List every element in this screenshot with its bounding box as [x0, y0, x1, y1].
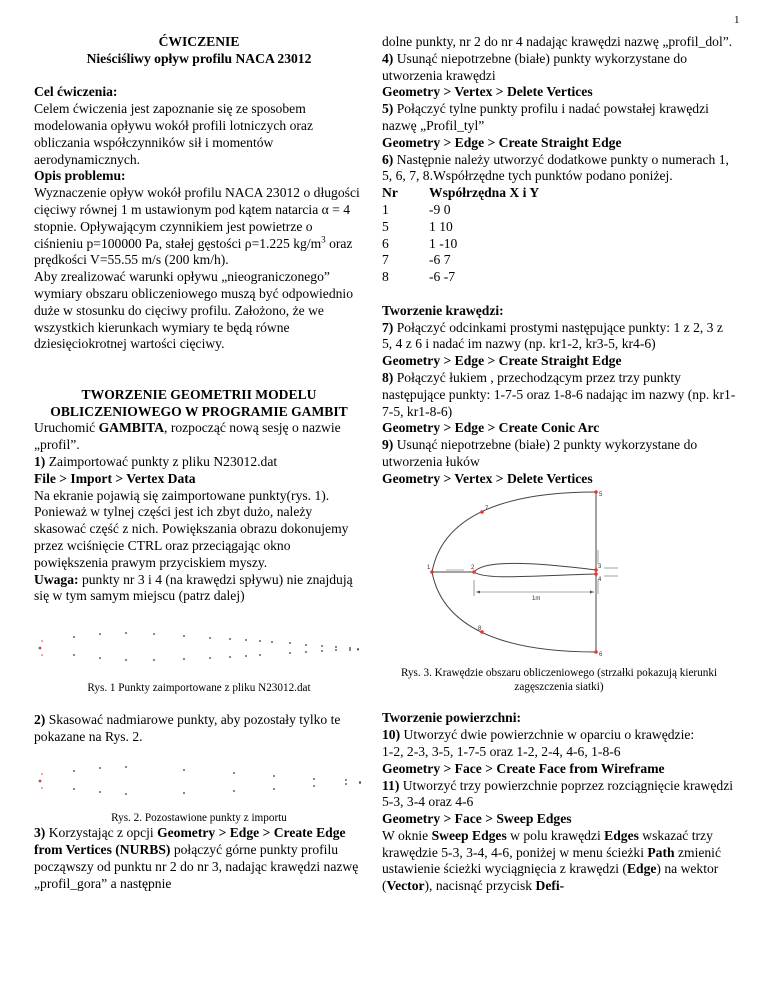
step-1: 1) Zaimportować punkty z pliku N23012.dat: [34, 453, 278, 469]
note: Uwaga: punkty nr 3 i 4 (na krawędzi spływu) nie znajdują się w tym samym miejscu (patrz dalej): [34, 571, 353, 604]
step-11-text: W oknie Sweep Edges w polu krawędzi Edges wskazać trzy krawędzie 5-3, 3-4, 4-6, poniżej w menu ścieżki Path zmienić ustawienie ścieżki wyciągnięcia z krawędzi (Edge) na wektor (Vector), nacisnąć przycisk Defi-: [382, 827, 721, 894]
goal-text: Celem ćwiczenia jest zapoznanie się ze sposobem modelowania opływu wokół profili lotniczych oraz obliczania współczynników sił i momentów aerodynamicznych.: [34, 101, 313, 167]
left-column: [34, 34, 364, 893]
menu-path-delete-vertices: Geometry > Vertex > Delete Vertices: [382, 84, 593, 100]
coordinates-table: [382, 185, 539, 286]
figure-3-label-4: 4: [598, 576, 602, 583]
menu-path-conic-arc: Geometry > Edge > Create Conic Arc: [382, 420, 600, 436]
table-row: 5 1 10: [382, 218, 453, 234]
figure-1-caption: Rys. 1 Punkty zaimportowane z pliku N23012.dat: [87, 682, 311, 695]
intro-text: Uruchomić GAMBITA, rozpocząć nową sesję o nazwie „profil”.: [34, 420, 341, 453]
figure-3-label-5: 5: [599, 491, 603, 498]
table-header: Nr Współrzędna X i Y: [382, 185, 540, 201]
goal-heading: Cel ćwiczenia:: [34, 84, 118, 100]
step-4: 4) Usunąć niepotrzebne (białe) punkty wykorzystane do utworzenia krawędzi: [382, 50, 688, 83]
right-column: [382, 34, 736, 895]
figure-1-points: [34, 627, 364, 667]
page-number: 1: [734, 14, 740, 26]
problem-text-2: Aby zrealizować warunki opływu „nieograniczonego” wymiary obszaru obliczeniowego muszą być odpowiednio duże w stosunku do cięciwy profilu. Założono, że we wszystkich kierunkach wymiary te będą równe dziesięciokrotnej wartości cięciwy.: [34, 269, 353, 352]
menu-path-face-wireframe: Geometry > Face > Create Face from Wireframe: [382, 760, 665, 776]
step-8: 8) Połączyć łukiem , przechodzącym przez trzy punkty następujące punkty: 1-7-5 oraz 1-8-6 nadając im nazwy (np. kr1-7-5, kr1-8-6): [382, 369, 736, 419]
figure-3-label-2: 2: [471, 564, 475, 571]
exercise-label: ĆWICZENIE: [158, 34, 240, 49]
menu-path-straight-edge-2: Geometry > Edge > Create Straight Edge: [382, 353, 622, 369]
table-row: 8 -6 -7: [382, 269, 456, 285]
step-2: 2) Skasować nadmiarowe punkty, aby pozostały tylko te pokazane na Rys. 2.: [34, 711, 341, 744]
step-10: 10) Utworzyć dwie powierzchnie w oparciu o krawędzie:: [382, 727, 695, 743]
problem-heading: Opis problemu:: [34, 168, 126, 184]
step-10-edges: 1-2, 2-3, 3-5, 1-7-5 oraz 1-2, 2-4, 4-6, 1-8-6: [382, 743, 621, 759]
step-11-edges: 5-3, 3-4 oraz 4-6: [382, 794, 474, 810]
document-title: Nieściśliwy opływ profilu NACA 23012: [86, 50, 312, 66]
step-1-text: Na ekranie pojawią się zaimportowane punkty(rys. 1). Ponieważ w tylnej części jest ich zbyt dużo, należy skasować część z nich. Powiększania obrazu dokonujemy przez wciśnięcie CTRL oraz przeciągając okno powiększenia prawym przyciskiem myszy.: [34, 487, 349, 570]
figure-2-caption: Rys. 2. Pozostawione punkty z importu: [111, 812, 287, 825]
figure-3-domain: [426, 490, 736, 658]
figure-3-label-3: 3: [598, 563, 602, 570]
figure-3-label-8: 8: [478, 625, 482, 632]
step-6: 6) Następnie należy utworzyć dodatkowe punkty o numerach 1, 5, 6, 7, 8.Współrzędne tych punktów podano poniżej.: [382, 151, 729, 184]
faces-heading: Tworzenie powierzchni:: [382, 710, 522, 726]
figure-3-label-6: 6: [599, 651, 603, 658]
step-5: 5) Połączyć tylne punkty profilu i nadać powstałej krawędzi nazwę „Profil_tyl”: [382, 101, 709, 133]
figure-2-points: [34, 761, 364, 801]
step-9: 9) Usunąć niepotrzebne (białe) 2 punkty wykorzystane do utworzenia łuków: [382, 437, 698, 469]
figure-3-label-7: 7: [485, 505, 489, 512]
step-11: 11) Utworzyć trzy powierzchnie poprzez rozciągnięcie krawędzi: [382, 777, 733, 793]
edges-heading: Tworzenie krawędzi:: [382, 302, 504, 318]
figure-3-dim-label: 1m: [532, 595, 541, 602]
menu-path-import: File > Import > Vertex Data: [34, 470, 196, 486]
menu-path-straight-edge: Geometry > Edge > Create Straight Edge: [382, 134, 622, 150]
section-heading: TWORZENIE GEOMETRII MODELU OBLICZENIOWEGO W PROGRAMIE GAMBIT: [50, 386, 348, 419]
table-row: 6 1 -10: [382, 235, 458, 251]
step-3-continued: dolne punkty, nr 2 do nr 4 nadając krawędzi nazwę „profil_dol”.: [382, 34, 733, 49]
table-row: 1 -9 0: [382, 201, 451, 217]
figure-3-caption: Rys. 3. Krawędzie obszaru obliczeniowego (strzałki pokazują kierunki zagęszczenia siatki): [400, 666, 718, 693]
table-row: 7 -6 7: [382, 252, 451, 268]
menu-path-delete-vertices-2: Geometry > Vertex > Delete Vertices: [382, 470, 593, 486]
step-7: 7) Połączyć odcinkami prostymi następujące punkty: 1 z 2, 3 z 5, 4 z 6 i nadać im nazwy (np. kr1-2, kr3-5, kr4-6): [382, 319, 723, 352]
figure-3-label-1: 1: [427, 564, 431, 571]
menu-path-sweep-edges: Geometry > Face > Sweep Edges: [382, 811, 572, 827]
step-3: 3) Korzystając z opcji Geometry > Edge > Create Edge from Vertices (NURBS) połączyć górne punkty profilu począwszy od punktu nr 2 do nr 3, nadając krawędzi nazwę „profil_gora” a następnie: [34, 825, 359, 891]
problem-text: Wyznaczenie opływ wokół profilu NACA 23012 o długości cięciwy równej 1 m ustawionym pod kątem natarcia α = 4 stopnie. Opływającym czynnikiem jest powietrze o ciśnieniu p=100000 Pa, stałej gęstości ρ=1.225 $kg/m^3$ oraz prędkości V=55.55 m/s (200 km/h).: [34, 185, 360, 268]
